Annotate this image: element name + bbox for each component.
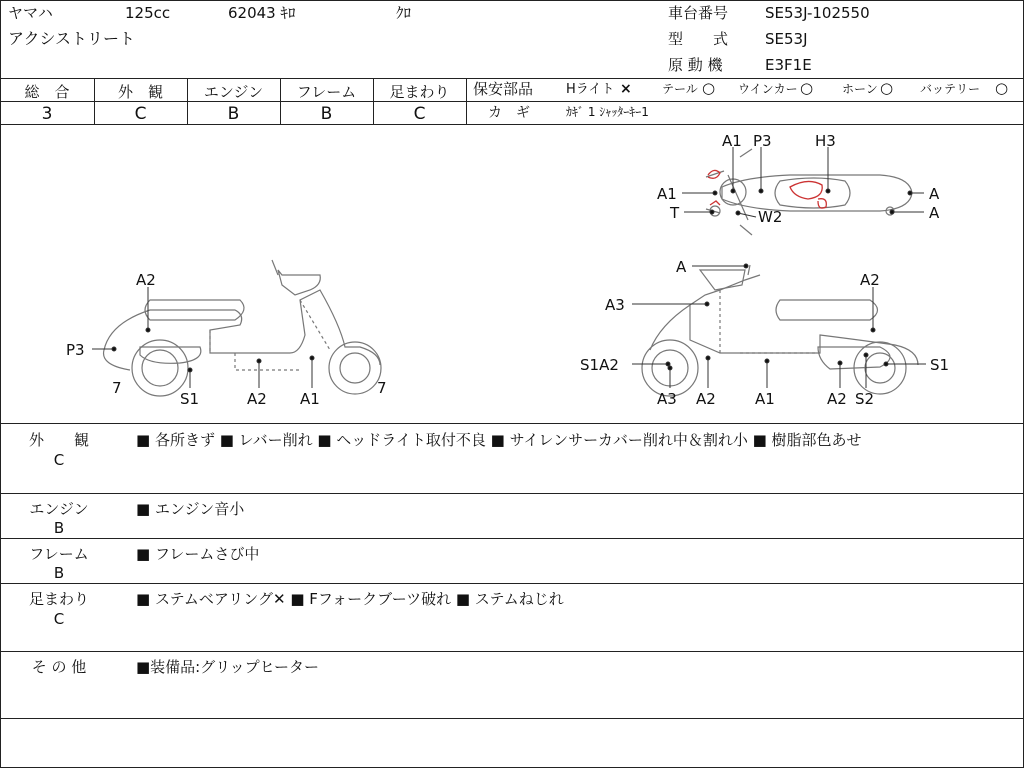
diagram-label: A1 [300, 390, 320, 408]
safety-item-name: ウインカー [738, 82, 798, 96]
divider [0, 78, 1024, 79]
diagram-label: A1 [657, 185, 677, 203]
diagram-label: A [929, 185, 940, 203]
maker: ヤマハ [8, 4, 53, 22]
diagram-label: A1 [755, 390, 775, 408]
divider [0, 718, 1024, 719]
diagram-label: A2 [827, 390, 847, 408]
diagram-label: A2 [860, 271, 880, 289]
diagram-label: A3 [605, 296, 625, 314]
top-view-scooter [706, 149, 912, 235]
comment-text: ■装備品:グリップヒーター [136, 658, 320, 676]
comment-title: エンジン [29, 500, 89, 518]
diagram-label: A2 [136, 271, 156, 289]
comment-text: ■ エンジン音小 [136, 500, 245, 518]
diagram-label: P3 [66, 341, 85, 359]
diagram-label: W2 [758, 208, 783, 226]
grade-value: B [227, 104, 240, 124]
diagram-label: 7 [112, 379, 122, 397]
comment-text: ■ 各所きず ■ レバー削れ ■ ヘッドライト取付不良 ■ サイレンサーカバー削れ中＆割れ小 ■ 樹脂部色あせ [136, 431, 862, 449]
divider [0, 423, 1024, 424]
diagram-label: S1 [930, 356, 950, 374]
grade-value: C [413, 104, 426, 124]
safety-item-name: テール [662, 82, 698, 96]
type-value: SE53J [765, 30, 808, 48]
displacement: 125cc [125, 4, 171, 22]
diagram-label: T [670, 204, 680, 222]
grade-value: 3 [41, 104, 53, 124]
frame-no-value: SE53J-102550 [765, 4, 870, 22]
diagram-label: A [929, 204, 940, 222]
safety-item-mark: ○ [800, 79, 814, 97]
grade-value: B [320, 104, 333, 124]
divider [0, 493, 1024, 494]
frame-no-label: 車台番号 [668, 4, 729, 22]
damage-diagram [0, 125, 1024, 423]
diagram-label: S1 [180, 390, 200, 408]
diagram-label: P3 [753, 132, 772, 150]
grade-label: 足まわり [389, 83, 450, 101]
comment-grade: C [53, 610, 65, 628]
divider [466, 101, 1024, 102]
diagram-label: H3 [815, 132, 836, 150]
diagram-label: S1A2 [580, 356, 619, 374]
grade-label: 外 観 [117, 83, 163, 101]
model-name: アクシストリート [8, 29, 136, 48]
diagram-label: A2 [696, 390, 716, 408]
comment-title: 足まわり [28, 590, 89, 608]
safety-label: 保安部品 [473, 80, 534, 98]
comment-title: 外 観 [28, 431, 89, 449]
diagram-label: A [676, 258, 687, 276]
comment-grade: B [53, 564, 65, 582]
grade-value: C [134, 104, 147, 124]
color: ｸﾛ [396, 4, 412, 22]
comment-grade: B [53, 519, 65, 537]
safety-item-mark: ○ [880, 79, 894, 97]
comment-title: フレーム [29, 545, 89, 563]
diagram-label: S2 [855, 390, 875, 408]
diagram-label: A2 [247, 390, 267, 408]
safety-item-name: ホーン [842, 82, 878, 96]
engine-label: 原 動 機 [668, 56, 723, 74]
safety-item-name: Hライト [566, 82, 615, 97]
grade-label: 総 合 [24, 83, 70, 101]
safety-item-mark: × [620, 81, 632, 97]
diagram-label: 7 [377, 379, 387, 397]
divider [466, 78, 467, 124]
comment-text: ■ ステムベアリング✕ ■ Fフォークブーツ破れ ■ ステムねじれ [136, 590, 564, 608]
comment-grade: C [53, 451, 65, 469]
safety-item-mark: ○ [995, 79, 1009, 97]
engine-value: E3F1E [765, 56, 812, 74]
divider [0, 651, 1024, 652]
key-label: カ ギ [488, 105, 530, 121]
safety-item-name: バッテリー [920, 82, 981, 96]
comment-text: ■ フレームさび中 [136, 545, 260, 563]
grade-label: エンジン [203, 83, 264, 101]
comment-title: そ の 他 [31, 658, 87, 676]
mileage: 62043 ｷﾛ [228, 4, 296, 22]
type-label: 型 式 [668, 30, 729, 48]
safety-item-mark: ○ [702, 79, 716, 97]
diagram-label: A3 [657, 390, 677, 408]
key-value: ｶｷﾞ 1 ｼｬｯﾀｰｷｰ1 [566, 105, 649, 119]
grade-label: フレーム [296, 83, 357, 101]
divider [0, 583, 1024, 584]
diagram-label: A1 [722, 132, 742, 150]
divider [0, 538, 1024, 539]
